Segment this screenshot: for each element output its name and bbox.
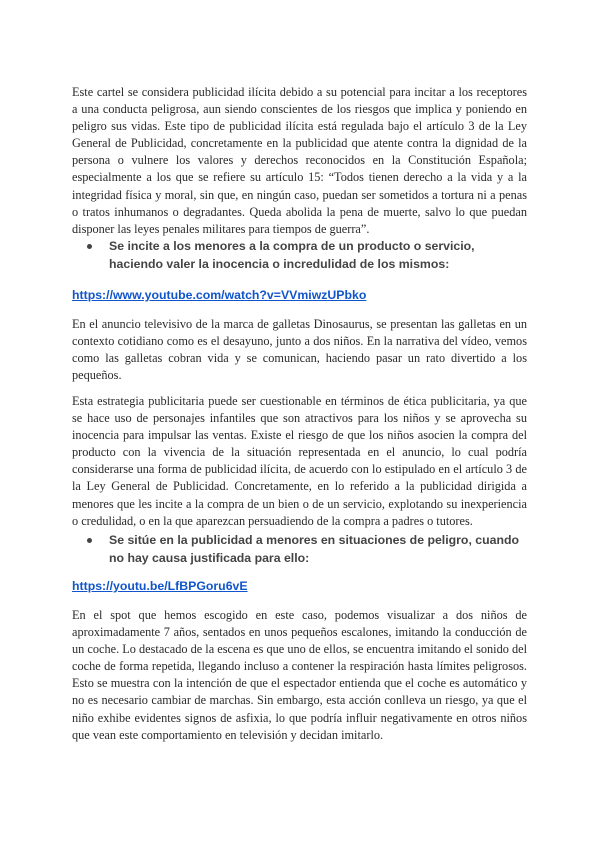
paragraph-car-spot: En el spot que hemos escogido en este caso, podemos visualizar a dos niños de aproximadamente 7 años, sentados en unos pequeños escalones, imitando la conducción de un coche. Lo destacado de la escena es que uno de ellos, se encuentra imitando el sonido del coche de forma repetida, llegando incluso a contener la respiración hasta límites peligrosos. Esto se muestra con la intención de que el espectador entienda que el coche es automático y no es necesario cambiar de marchas. Sin embargo, esta acción conlleva un riesgo, ya que el niño exhibe evidentes signos de asfixia, lo que podría influir negativamente en otros niños que vean este comportamiento en televisión y decidan imitarlo.: [72, 608, 527, 742]
paragraph-illicit-poster: Este cartel se considera publicidad ilícita debido a su potencial para incitar a los receptores a una conducta peligrosa, aun siendo conscientes de los riesgos que implica y poniendo en peligro sus vidas. Este tipo de publicidad ilícita está regulada bajo el artículo 3 de la Ley General de Publicidad, concretamente en la publicidad que atente contra la dignidad de la persona o vulnere los valores y derechos reconocidos en la Constitución Española; especialmente a los que se refiere su artículo 15: “Todos tienen derecho a la vida y a la integridad física y moral, sin que, en ningún caso, puedan ser sometidos a tortura ni a penas o tratos inhumanos o degradantes. Queda abolida la pena de muerte, salvo lo que puedan disponer las leyes penales militares para tiempos de guerra”.: [72, 85, 527, 236]
bullet-dot-icon: [87, 538, 92, 543]
bullet-text: Se sitúe en la publicidad a menores en situaciones de peligro, cuando no hay causa justificada para ello:: [109, 533, 520, 565]
youtube-link-spot[interactable]: https://youtu.be/LfBPGoru6vE: [72, 579, 248, 593]
youtube-link-dinosaurus[interactable]: https://www.youtube.com/watch?v=VVmiwzUPbko: [72, 288, 367, 302]
bullet-dot-icon: [87, 244, 92, 249]
bullet-text: Se incite a los menores a la compra de un producto o servicio, haciendo valer la inocencia o incredulidad de los mismos:: [109, 239, 475, 271]
paragraph-ethics-strategy: Esta estrategia publicitaria puede ser cuestionable en términos de ética publicitaria, ya que se hace uso de personajes infantiles que son atractivos para los niños y se aprovecha su inocencia para impulsar las ventas. Existe el riesgo de que los niños asocien la compra del producto con la vivencia de la situación representada en el anuncio, lo cual podría considerarse una forma de publicidad ilícita, de acuerdo con lo estipulado en el artículo 3 de la Ley General de Publicidad. Concretamente, en lo referido a la publicidad dirigida a menores que les incite a la compra de un bien o de un servicio, explotando su inexperiencia o credulidad, o en la que aparezcan persuadiendo de la compra a padres o tutores.: [72, 394, 527, 528]
bullet-incite-minors: [87, 238, 527, 273]
bullet-minors-danger: [87, 532, 527, 567]
paragraph-dinosaurus-ad: En el anuncio televisivo de la marca de galletas Dinosaurus, se presentan las galletas en un contexto cotidiano como es el desayuno, junto a dos niños. En la narrativa del vídeo, vemos como las galletas cobran vida y se comunican, haciendo pasar un rato divertido a los pequeños.: [72, 317, 527, 383]
